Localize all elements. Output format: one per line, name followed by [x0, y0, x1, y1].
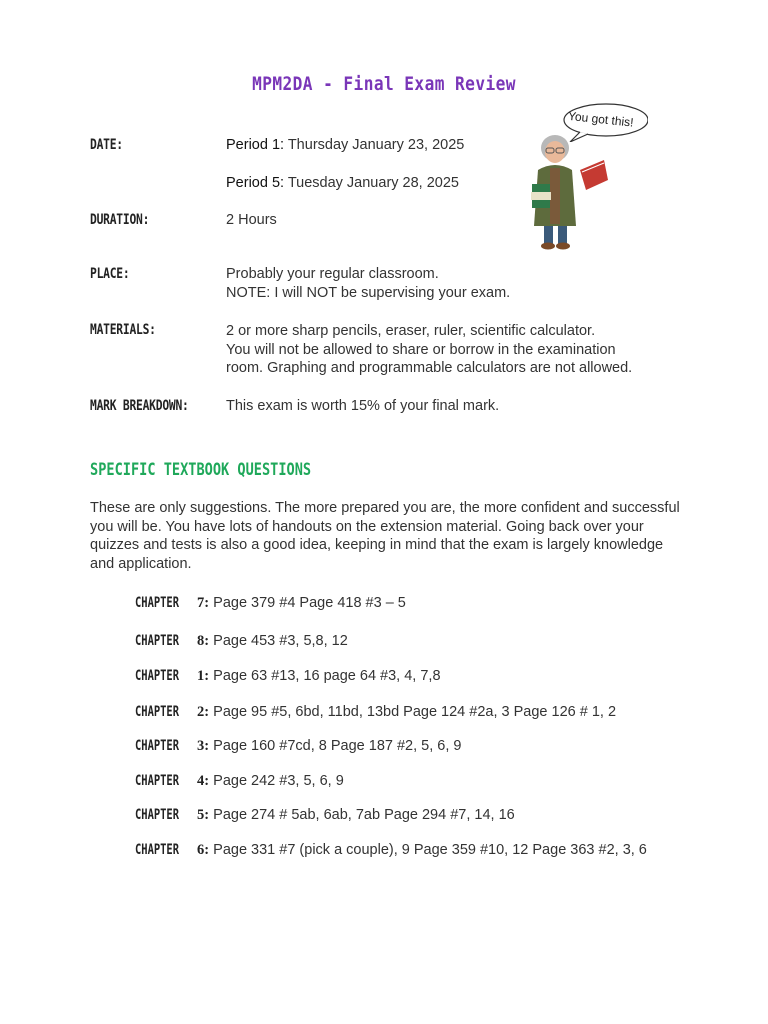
chapter-row — [135, 704, 616, 721]
period-1-line — [226, 136, 464, 155]
place-value — [226, 265, 510, 302]
chapter-word: CHAPTER — [135, 773, 179, 789]
materials-line-2: You will not be allowed to share or borrow in the examination — [226, 341, 616, 358]
materials-label: MATERIALS: — [90, 322, 156, 338]
chapter-questions: Page 379 #4 Page 418 #3 – 5 — [213, 595, 406, 611]
chapter-row — [135, 842, 647, 859]
chapter-questions: Page 63 #13, 16 page 64 #3, 4, 7,8 — [213, 668, 441, 684]
chapter-word: CHAPTER — [135, 738, 179, 754]
period-5-line — [226, 174, 459, 193]
chapter-word: CHAPTER — [135, 633, 179, 649]
period-5-date: Tuesday January 28, 2025 — [287, 175, 459, 191]
chapter-number: 5: — [197, 807, 210, 823]
period-5-label: Period 5: — [226, 175, 285, 191]
chapter-word: CHAPTER — [135, 807, 179, 823]
page-title: MPM2DA - Final Exam Review — [252, 73, 516, 95]
chapter-row — [135, 595, 406, 612]
mark-breakdown-value: This exam is worth 15% of your final mark. — [226, 398, 500, 414]
place-label: PLACE: — [90, 266, 130, 282]
chapter-row — [135, 668, 441, 685]
place-line-1: Probably your regular classroom. — [226, 266, 439, 282]
chapter-row — [135, 773, 344, 790]
chapter-number: 3: — [197, 738, 210, 754]
chapter-word: CHAPTER — [135, 842, 179, 858]
date-label: DATE: — [90, 137, 123, 153]
chapter-questions: Page 453 #3, 5,8, 12 — [213, 633, 348, 649]
chapter-word: CHAPTER — [135, 668, 179, 684]
chapter-row — [135, 807, 515, 824]
chapter-number: 2: — [197, 704, 210, 720]
duration-value: 2 Hours — [226, 212, 277, 228]
speech-bubble-text: You got this! — [567, 108, 635, 130]
chapter-number: 8: — [197, 633, 210, 649]
chapter-questions: Page 95 #5, 6bd, 11bd, 13bd Page 124 #2a, 3 Page 126 # 1, 2 — [213, 704, 617, 720]
chapter-number: 1: — [197, 668, 210, 684]
chapter-number: 7: — [197, 595, 210, 611]
chapter-questions: Page 331 #7 (pick a couple), 9 Page 359 #10, 12 Page 363 #2, 3, 6 — [213, 842, 647, 858]
chapter-number: 4: — [197, 773, 210, 789]
chapter-number: 6: — [197, 842, 210, 858]
period-1-label: Period 1: — [226, 137, 285, 153]
chapter-word: CHAPTER — [135, 595, 179, 611]
chapter-questions: Page 160 #7cd, 8 Page 187 #2, 5, 6, 9 — [213, 738, 462, 754]
chapter-word: CHAPTER — [135, 704, 179, 720]
chapter-row — [135, 633, 348, 650]
place-line-2: NOTE: I will NOT be supervising your exam. — [226, 284, 511, 301]
materials-line-1: 2 or more sharp pencils, eraser, ruler, scientific calculator. — [226, 323, 596, 339]
materials-value — [226, 322, 632, 378]
materials-line-3: room. Graphing and programmable calculators are not allowed. — [226, 360, 633, 376]
period-1-date: Thursday January 23, 2025 — [287, 137, 465, 153]
chapter-row — [135, 738, 461, 755]
section-heading: SPECIFIC TEXTBOOK QUESTIONS — [90, 460, 312, 480]
duration-label: DURATION: — [90, 212, 150, 228]
chapter-questions: Page 242 #3, 5, 6, 9 — [213, 773, 344, 789]
mark-breakdown-label: MARK BREAKDOWN: — [90, 398, 189, 414]
intro-paragraph: These are only suggestions. The more prepared you are, the more confident and successful you will be. You have lots of handouts on the extension material. Going back over your quizzes and tests is also a good idea, keeping in mind that the exam is largely knowledge and application. — [90, 500, 680, 572]
chapter-questions: Page 274 # 5ab, 6ab, 7ab Page 294 #7, 14, 16 — [213, 807, 515, 823]
teacher-avatar-illustration — [522, 130, 612, 254]
